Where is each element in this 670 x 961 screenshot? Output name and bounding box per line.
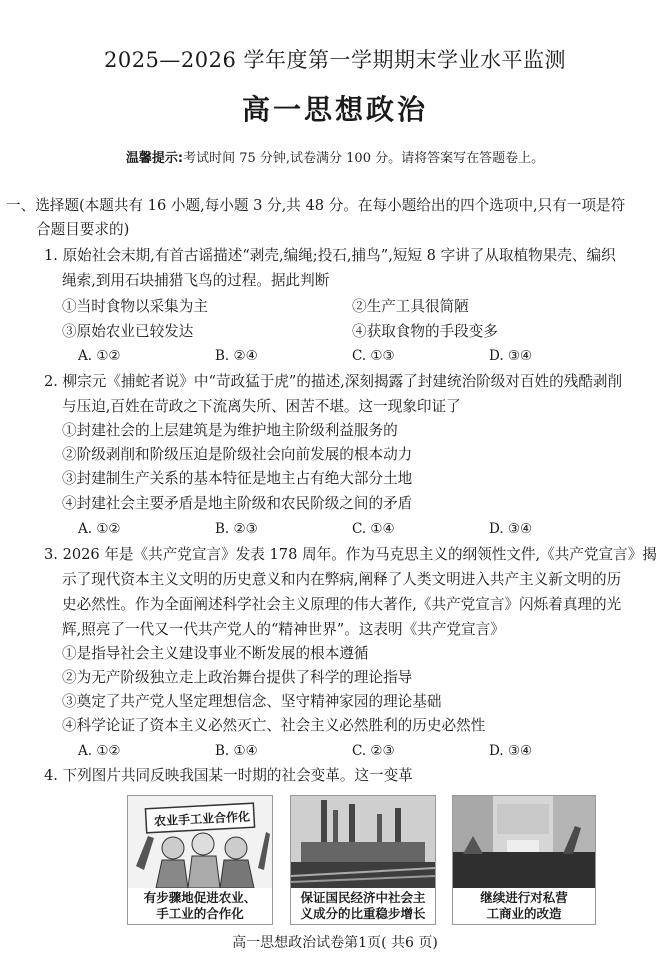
statement: ②阶级剥削和阶级压迫是阶级社会向前发展的根本动力	[62, 446, 413, 463]
question-text: 3. 2026 年是《共产党宣言》发表 178 周年。作为马克思主义的纲领性文件,《共产党宣言》揭	[44, 546, 657, 563]
caption-line: 工商业的改造	[486, 906, 562, 921]
statement: ①封建社会的上层建筑是为维护地主阶级利益服务的	[62, 422, 398, 439]
question-text: 1. 原始社会末期,有首古谣描述“剥壳,编绳;投石,捕鸟”,短短 8 字讲了从取植物果壳、编织	[44, 247, 616, 264]
parade-photo	[453, 796, 595, 888]
subject-title: 高一思想政治	[241, 93, 428, 126]
option-a[interactable]: A. ①②	[78, 743, 121, 759]
option-b[interactable]: B. ①④	[215, 743, 258, 759]
option-d[interactable]: D. ③④	[489, 348, 533, 364]
question-text: 4. 下列图片共同反映我国某一时期的社会变革。这一变革	[44, 767, 413, 784]
tip-text: 考试时间 75 分钟,试卷满分 100 分。请将答案写在答题卷上。	[183, 151, 545, 166]
option-a[interactable]: A. ①②	[78, 348, 121, 364]
statement: ④封建社会主要矛盾是地主阶级和农民阶级之间的矛盾	[62, 495, 413, 512]
statement: ④科学论证了资本主义必然灭亡、社会主义必然胜利的历史必然性	[62, 717, 486, 734]
question-text: 与压迫,百姓在苛政之下流离失所、困苦不堪。这一现象印证了	[62, 398, 461, 415]
statement: ②为无产阶级独立走上政治舞台提供了科学的理论指导	[62, 669, 413, 686]
statement: ①当时食物以采集为主	[62, 298, 208, 315]
exam-tip	[0, 147, 670, 166]
statement: ③封建制生产关系的基本特征是地主占有绝大部分土地	[62, 470, 413, 487]
option-a[interactable]: A. ①②	[78, 521, 121, 537]
caption-line: 手工业的合作化	[156, 906, 244, 921]
option-b[interactable]: B. ②③	[215, 521, 258, 537]
question-text: 绳索,到用石块捕猎飞鸟的过程。据此判断	[62, 272, 330, 289]
option-d[interactable]: D. ③④	[489, 743, 533, 759]
question-text: 示了现代资本主义文明的历史意义和内在弊病,阐释了人类文明进入共产主义新文明的历	[62, 571, 622, 588]
page-footer: 高一思想政治试卷第1页( 共6 页)	[232, 935, 438, 951]
section-heading: 一、选择题(本题共有 16 小题,每小题 3 分,共 48 分。在每小题给出的四个选项中,只有一项是符	[6, 197, 626, 214]
option-c[interactable]: C. ②③	[352, 743, 395, 759]
picture-crowd-parade	[452, 795, 596, 925]
option-b[interactable]: B. ②④	[215, 348, 258, 364]
tip-label: 温馨提示:	[125, 151, 184, 166]
picture-industrial-plant	[290, 795, 436, 925]
statement: ②生产工具很简陋	[352, 298, 469, 315]
option-c[interactable]: C. ①④	[352, 521, 395, 537]
section-heading-cont: 合题目要求的)	[36, 221, 130, 238]
statement: ③奠定了共产党人坚定理想信念、坚守精神家园的理论基础	[62, 693, 442, 710]
caption-line: 保证国民经济中社会主	[300, 890, 426, 905]
factory-photo	[291, 796, 435, 888]
caption-line: 继续进行对私营	[480, 890, 568, 905]
statement: ①是指导社会主义建设事业不断发展的根本遵循	[62, 645, 369, 662]
caption-line: 义成分的比重稳步增长	[300, 906, 426, 921]
question-text: 史必然性。作为全面阐述科学社会主义原理的伟大著作,《共产党宣言》闪烁着真理的光	[62, 596, 622, 613]
question-text: 2. 柳宗元《捕蛇者说》中“苛政猛于虎”的描述,深刻揭露了封建统治阶级对百姓的残酷剥削	[44, 373, 623, 390]
exam-title: 2025—2026 学年度第一学期期末学业水平监测	[103, 48, 567, 72]
option-d[interactable]: D. ③④	[489, 521, 533, 537]
caption-line: 有步骤地促进农业、	[143, 890, 257, 905]
statement: ④获取食物的手段变多	[352, 323, 498, 340]
picture-cooperative-poster	[127, 795, 273, 925]
option-c[interactable]: C. ①③	[352, 348, 395, 364]
picture-caption	[291, 888, 435, 924]
poster-slogan: 农业手工业合作化	[153, 809, 251, 829]
statement: ③原始农业已较发达	[62, 323, 194, 340]
question-text: 辉,照亮了一代又一代共产党人的“精神世界”。这表明《共产党宣言》	[62, 621, 505, 638]
picture-caption	[128, 888, 272, 924]
picture-caption	[453, 888, 595, 924]
